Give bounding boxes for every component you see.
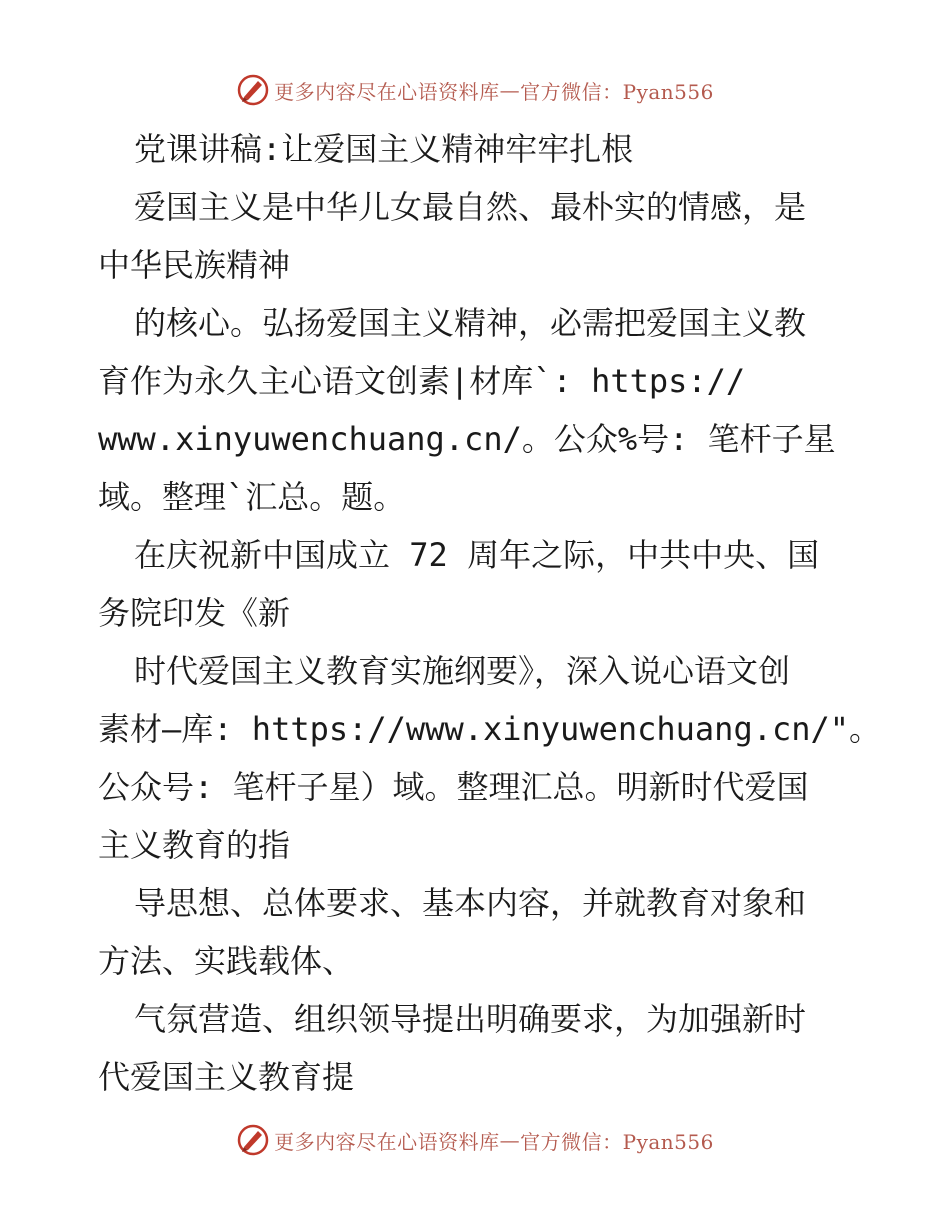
paragraph-line: 方法、实践载体、 bbox=[98, 942, 355, 980]
pen-logo-icon bbox=[236, 73, 270, 107]
paragraph-line: 公众号: 笔杆子星）域。整理汇总。明新时代爱国 bbox=[98, 768, 809, 806]
watermark-site-text: 更多内容尽在心语资料库 bbox=[274, 79, 500, 104]
paragraph-line: 的核心。弘扬爱国主义精神，必需把爱国主义教 bbox=[134, 304, 807, 342]
paragraph-line: 素材—库: https://www.xinyuwenchuang.cn/"。 bbox=[98, 710, 882, 748]
paragraph-line: 爱国主义是中华儿女最自然、最朴实的情感，是 bbox=[134, 188, 807, 226]
watermark-wechat-text: 官方微信：Pyan556 bbox=[520, 79, 714, 104]
paragraph-line: 导思想、总体要求、基本内容，并就教育对象和 bbox=[134, 884, 807, 922]
footer-watermark bbox=[0, 1122, 950, 1158]
document-title: 党课讲稿:让爱国主义精神牢牢扎根 bbox=[134, 130, 634, 168]
pen-logo-icon bbox=[236, 1123, 270, 1157]
paragraph-line: 中华民族精神 bbox=[98, 246, 291, 284]
header-watermark bbox=[0, 72, 950, 108]
paragraph-line: 在庆祝新中国成立 72 周年之际，中共中央、国 bbox=[134, 536, 820, 574]
document-body bbox=[98, 120, 882, 1106]
paragraph-line: www.xinyuwenchuang.cn/。公众%号: 笔杆子星 bbox=[98, 420, 836, 458]
paragraph-line: 主义教育的指 bbox=[98, 826, 291, 864]
paragraph-line: 域。整理`汇总。题。 bbox=[98, 478, 406, 516]
paragraph-line: 气氛营造、组织领导提出明确要求，为加强新时 bbox=[134, 1000, 807, 1038]
watermark-dash: — bbox=[499, 1128, 521, 1152]
paragraph-line: 代爱国主义教育提 bbox=[98, 1058, 355, 1096]
paragraph-line: 时代爱国主义教育实施纲要》，深入说心语文创 bbox=[134, 652, 791, 690]
watermark-wechat-text: 官方微信：Pyan556 bbox=[520, 1129, 714, 1154]
watermark-dash: — bbox=[499, 78, 521, 102]
paragraph-line: 务院印发《新 bbox=[98, 594, 291, 632]
paragraph-line: 育作为永久主心语文创素|材库`: https:// bbox=[98, 362, 746, 400]
watermark-site-text: 更多内容尽在心语资料库 bbox=[274, 1129, 500, 1154]
